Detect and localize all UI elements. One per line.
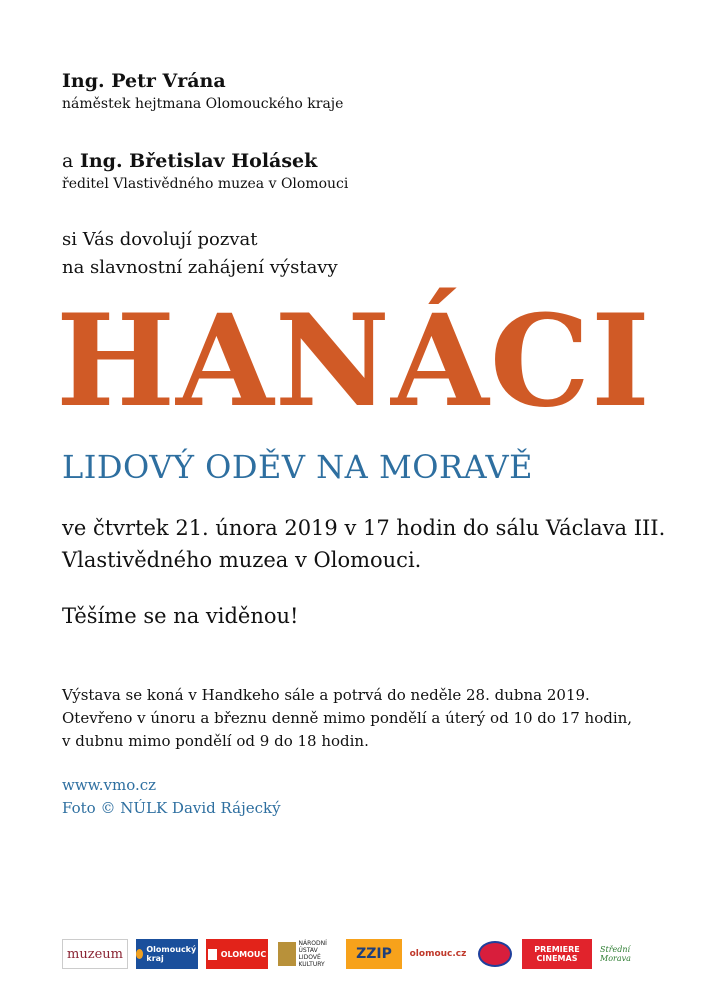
- zzip-logo: ZZIP: [346, 939, 402, 969]
- host2-line: [62, 150, 317, 172]
- olomouc-shield-icon: [208, 949, 217, 960]
- info-line-2: Otevřeno v únoru a březnu denně mimo pondělí a úterý od 10 do 17 hodin,: [62, 709, 633, 727]
- olomoucky-kraj-icon: [136, 949, 143, 959]
- event-line-2: Vlastivědného muzea v Olomouci.: [62, 548, 422, 572]
- olomouc-logo: [206, 939, 268, 969]
- photo-credit: Foto © NÚLK David Rájecký: [62, 799, 281, 817]
- radio-badge-icon: [478, 941, 512, 967]
- premiere-cinemas-logo: PREMIERE CINEMAS: [522, 939, 592, 969]
- olomouc-label: OLOMOUC: [220, 949, 267, 959]
- olomoucky-kraj-logo: [136, 939, 198, 969]
- exhibition-subtitle: LIDOVÝ ODĚV NA MORAVĚ: [62, 448, 534, 486]
- website-link[interactable]: www.vmo.cz: [62, 776, 157, 794]
- host1-name: Ing. Petr Vrána: [62, 70, 226, 92]
- invite-text: [62, 226, 338, 282]
- host2-prefix: a: [62, 150, 74, 172]
- host1-role: náměstek hejtmana Olomouckého kraje: [62, 96, 344, 112]
- stredni-morava-logo: Střední Morava: [600, 945, 631, 963]
- olomoucky-kraj-label: Olomoucký kraj: [146, 945, 197, 963]
- nulk-logo: [276, 939, 338, 969]
- invite-line-1: si Vás dovolují pozvat: [62, 229, 258, 250]
- host2-role: ředitel Vlastivědného muzea v Olomouci: [62, 176, 349, 192]
- greeting: Těšíme se na viděnou!: [62, 604, 299, 628]
- muzeum-logo: muzeum: [62, 939, 128, 969]
- radio-logo: [474, 939, 516, 969]
- olomouc-cz-logo: olomouc.cz: [409, 949, 467, 959]
- nulk-label: NÁRODNÍ ÚSTAV LIDOVÉ KULTURY: [298, 940, 327, 968]
- nulk-emblem-icon: [278, 942, 296, 966]
- info-line-3: v dubnu mimo pondělí od 9 do 18 hodin.: [62, 732, 369, 750]
- exhibition-info: [62, 684, 632, 753]
- event-details: [62, 512, 665, 576]
- info-line-1: Výstava se koná v Handkeho sále a potrvá do neděle 28. dubna 2019.: [62, 686, 590, 704]
- event-line-1: ve čtvrtek 21. února 2019 v 17 hodin do sálu Václava III.: [62, 516, 666, 540]
- invite-line-2: na slavnostní zahájení výstavy: [62, 257, 338, 278]
- host2-name: Ing. Břetislav Holásek: [79, 150, 318, 172]
- exhibition-title: HANÁCI: [56, 287, 651, 435]
